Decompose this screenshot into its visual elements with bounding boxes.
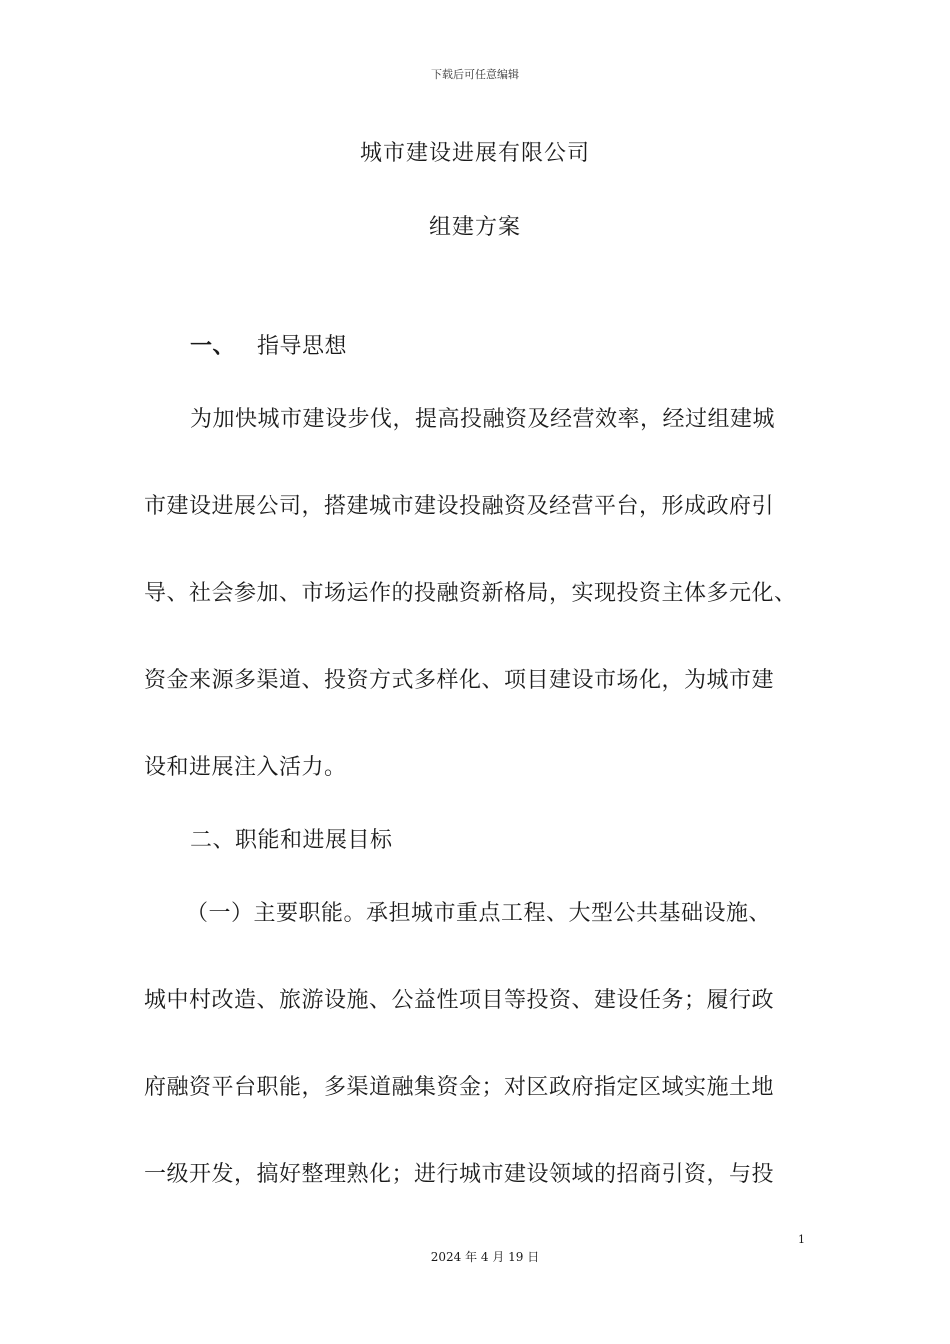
paragraph1-line: 设和进展注入活力。 [144, 755, 347, 780]
section1-number: 一、 [190, 334, 236, 359]
page-number: 1 [798, 1233, 805, 1246]
section2-heading: 二、职能和进展目标 [190, 828, 393, 853]
paragraph1-line: 市建设进展公司，搭建城市建设投融资及经营平台，形成政府引 [144, 494, 775, 519]
document-subtitle: 组建方案 [428, 215, 521, 240]
paragraph2-line: 城中村改造、旅游设施、公益性项目等投资、建设任务；履行政 [144, 988, 775, 1013]
paragraph2-line: 府融资平台职能，多渠道融集资金；对区政府指定区域实施土地 [144, 1075, 775, 1100]
document-title: 城市建设进展有限公司 [359, 141, 590, 166]
section1-heading [190, 332, 880, 362]
paragraph1-line: 导、社会参加、市场运作的投融资新格局，实现投资主体多元化、 [144, 581, 797, 606]
paragraph2-line: 一级开发，搞好整理熟化；进行城市建设领域的招商引资，与投 [144, 1162, 775, 1187]
header-note: 下载后可任意编辑 [431, 68, 519, 81]
footer-date: 2024 年 4 月 19 日 [430, 1250, 540, 1264]
paragraph2-line: （一）主要职能。承担城市重点工程、大型公共基础设施、 [186, 901, 772, 926]
section1-title: 指导思想 [257, 334, 348, 359]
paragraph1-line: 资金来源多渠道、投资方式多样化、项目建设市场化，为城市建 [144, 668, 775, 693]
paragraph1-line: 为加快城市建设步伐，提高投融资及经营效率，经过组建城 [190, 407, 776, 432]
